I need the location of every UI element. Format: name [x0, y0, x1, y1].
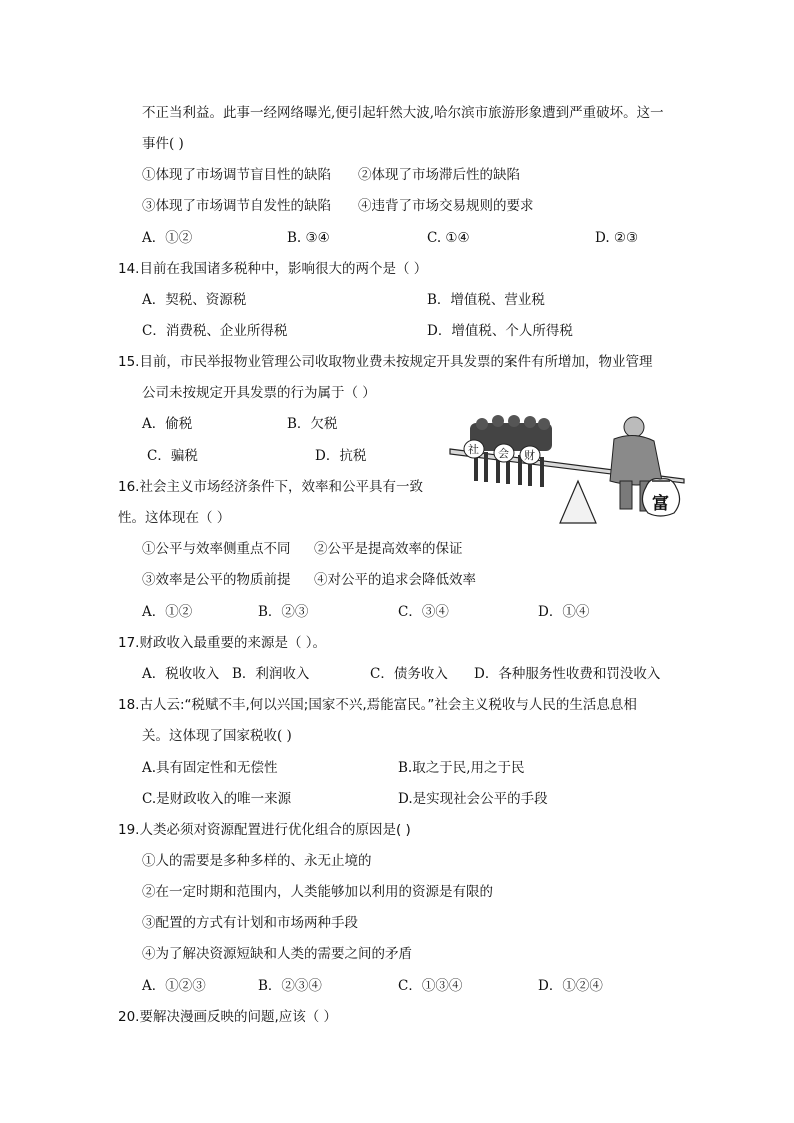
sack-char-3: 财: [524, 449, 535, 462]
q16-stem-line2: 性。这体现在（ ）: [118, 510, 231, 526]
q19-statement-1: ①人的需要是多种多样的、永无止境的: [142, 853, 372, 869]
q14-option-b[interactable]: B．增值税、营业税: [427, 292, 545, 308]
q15-option-d[interactable]: D．抗税: [315, 448, 367, 464]
q13-statement-1: ①体现了市场调节盲目性的缺陷: [142, 167, 331, 183]
q16-stem-line1: 16.社会主义市场经济条件下，效率和公平具有一致: [118, 479, 423, 495]
q13-option-a[interactable]: A．①②: [142, 230, 193, 246]
q16-statement-4: ④对公平的追求会降低效率: [314, 572, 476, 588]
q14-option-a[interactable]: A．契税、资源税: [142, 292, 247, 308]
seesaw-cartoon: [448, 415, 688, 525]
q15-stem-line2: 公司未按规定开具发票的行为属于（ ）: [142, 385, 376, 401]
q19-option-b[interactable]: B．②③④: [258, 978, 322, 994]
q18-stem-line2: 关。这体现了国家税收( ): [142, 728, 292, 744]
q19-option-a[interactable]: A．①②③: [142, 978, 206, 994]
q13-option-b[interactable]: B. ③④: [287, 230, 330, 246]
q19-option-c[interactable]: C．①③④: [398, 978, 463, 994]
q13-statement-3: ③体现了市场调节自发性的缺陷: [142, 198, 331, 214]
q13-stem-line1: 不正当利益。此事一经网络曝光,便引起轩然大波,哈尔滨市旅游形象遭到严重破坏。这一: [142, 105, 664, 121]
q17-option-b[interactable]: B．利润收入: [232, 666, 310, 682]
q14-option-c[interactable]: C．消费税、企业所得税: [142, 323, 288, 339]
q16-statement-1: ①公平与效率侧重点不同: [142, 541, 291, 557]
sack-char-2: 会: [498, 447, 509, 460]
q17-stem: 17.财政收入最重要的来源是（ ）。: [118, 635, 327, 651]
q15-stem-line1: 15.目前，市民举报物业管理公司收取物业费未按规定开具发票的案件有所增加，物业管理: [118, 354, 653, 370]
q16-option-d[interactable]: D．①④: [538, 604, 590, 620]
q19-statement-4: ④为了解决资源短缺和人类的需要之间的矛盾: [142, 946, 412, 962]
q13-statement-2: ②体现了市场滞后性的缺陷: [358, 167, 520, 183]
q17-option-a[interactable]: A．税收收入: [142, 666, 220, 682]
seesaw-fulcrum: [560, 481, 596, 523]
q19-statement-3: ③配置的方式有计划和市场两种手段: [142, 915, 358, 931]
q13-option-c[interactable]: C. ①④: [427, 230, 470, 246]
q17-option-d[interactable]: D．各种服务性收费和罚没收入: [474, 666, 661, 682]
q18-option-b[interactable]: B.取之于民,用之于民: [398, 760, 525, 776]
q16-option-c[interactable]: C．③④: [398, 604, 449, 620]
q19-stem: 19.人类必须对资源配置进行优化组合的原因是( ): [118, 822, 411, 838]
q14-stem: 14.目前在我国诸多税种中，影响很大的两个是（ ）: [118, 261, 428, 277]
q18-option-d[interactable]: D.是实现社会公平的手段: [398, 791, 548, 807]
q13-statement-4: ④违背了市场交易规则的要求: [358, 198, 534, 214]
q15-option-c[interactable]: C．骗税: [147, 448, 198, 464]
q16-statement-3: ③效率是公平的物质前提: [142, 572, 291, 588]
q18-option-a[interactable]: A.具有固定性和无偿性: [142, 760, 278, 776]
q19-option-d[interactable]: D．①②④: [538, 978, 603, 994]
q13-stem-line2: 事件( ): [142, 136, 184, 152]
q15-option-b[interactable]: B．欠税: [287, 416, 338, 432]
q18-stem-line1: 18.古人云:“税赋不丰,何以兴国;国家不兴,焉能富民。”社会主义税收与人民的生活息息相: [118, 697, 637, 713]
rich-bag-label: 富: [652, 494, 669, 514]
q16-statement-2: ②公平是提高效率的保证: [314, 541, 463, 557]
q19-statement-2: ②在一定时期和范围内，人类能够加以利用的资源是有限的: [142, 884, 493, 900]
q14-option-d[interactable]: D．增值税、个人所得税: [427, 323, 573, 339]
q17-option-c[interactable]: C．债务收入: [370, 666, 448, 682]
q18-option-c[interactable]: C.是财政收入的唯一来源: [142, 791, 292, 807]
sack-char-1: 社: [468, 443, 479, 456]
q16-option-a[interactable]: A．①②: [142, 604, 193, 620]
q13-option-d[interactable]: D. ②③: [595, 230, 639, 246]
q20-stem: 20.要解决漫画反映的问题,应该（ ）: [118, 1009, 338, 1025]
q15-option-a[interactable]: A．偷税: [142, 416, 193, 432]
q16-option-b[interactable]: B．②③: [258, 604, 309, 620]
